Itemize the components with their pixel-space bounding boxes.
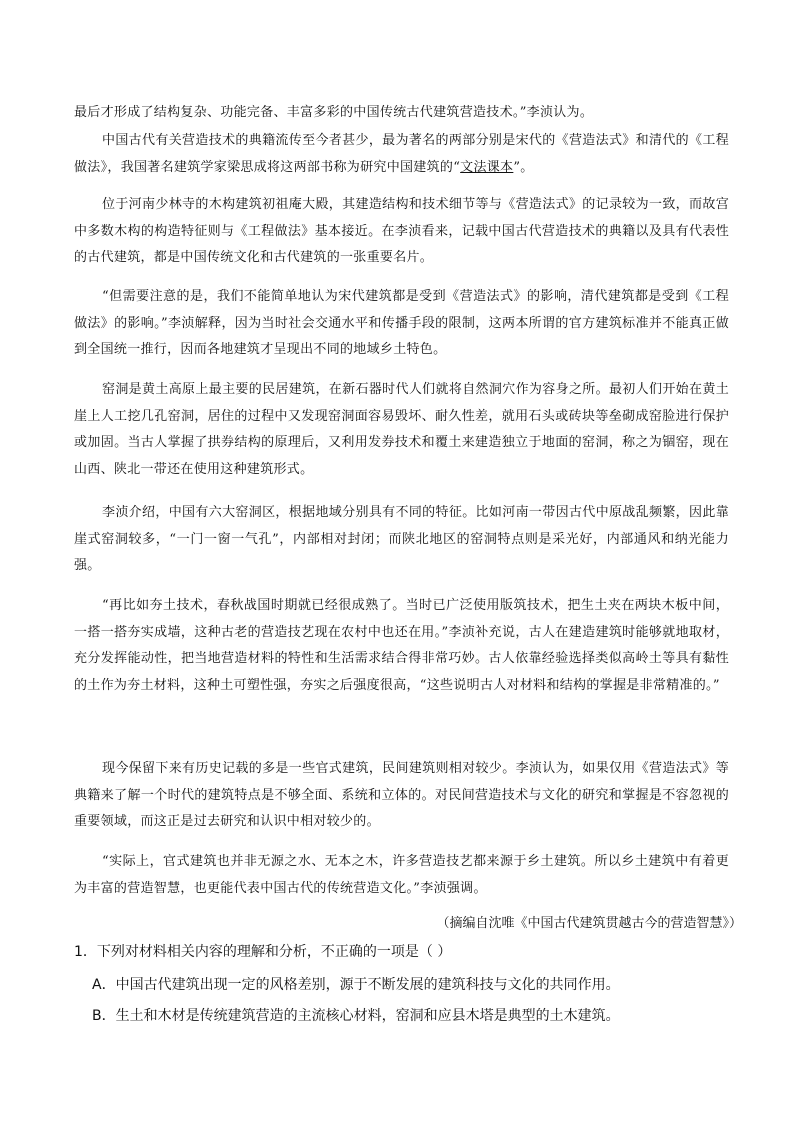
- underlined-term: 文法课本: [460, 159, 514, 175]
- paragraph-8: 现今保留下来有历史记载的多是一些官式建筑，民间建筑则相对较少。李浈认为，如果仅用《营造法式》等典籍来了解一个时代的建筑特点是不够全面、系统和立体的。对民间营造技术与文化的研究和掌握是不容忽视的重要领域，而这正是过去研究和认识中相对较少的。: [74, 761, 729, 829]
- paragraph-6: 李浈介绍，中国有六大窑洞区，根据地域分别具有不同的特征。比如河南一带因古代中原战乱频繁，因此靠崖式窑洞较多，“一门一窗一气孔”，内部相对封闭；而陕北地区的窑洞特点则是采光好，内部通风和纳光能力强。: [74, 505, 729, 573]
- paragraph-2: [74, 128, 729, 181]
- paragraph-5: 窑洞是黄土高原上最主要的民居建筑，在新石器时代人们就将自然洞穴作为容身之所。最初人们开始在黄土崖上人工挖几孔窑洞，居住的过程中又发现窑洞面容易毁坏、耐久性差，就用石头或砖块等垒砌成窑脸进行保护或加固。当古人掌握了拱券结构的原理后，又利用发券技术和覆土来建造独立于地面的窑洞，称之为锢窑，现在山西、陕北一带还在使用这种建筑形式。: [74, 382, 729, 477]
- source-citation: （摘编自沈唯《中国古代建筑贯越古今的营造智慧》）: [436, 916, 742, 931]
- paragraph-9: “实际上，官式建筑也并非无源之水、无本之木，许多营造技艺都来源于乡土建筑。所以乡土建筑中有着更为丰富的营造智慧，也更能代表中国古代的传统营造文化。”李浈强调。: [74, 854, 729, 896]
- question-stem: 1．下列对材料相关内容的理解和分析，不正确的一项是（ ）: [74, 944, 452, 960]
- option-a: A．中国古代建筑出现一定的风格差别，源于不断发展的建筑科技与文化的共同作用。: [92, 977, 620, 993]
- term-suffix: ”。: [513, 159, 534, 175]
- paragraph-3: 位于河南少林寺的木构建筑初祖庵大殿，其建造结构和技术细节等与《营造法式》的记录较为一致，而故宫中多数木构的构造特征则与《工程做法》基本接近。在李浈看来，记载中国古代营造技术的典籍以及具有代表性的古代建筑，都是中国传统文化和古代建筑的一张重要名片。: [74, 197, 729, 265]
- paragraph-7: “再比如夯土技术，春秋战国时期就已经很成熟了。当时已广泛使用版筑技术，把生土夹在两块木板中间，一搭一搭夯实成墙，这种古老的营造技艺现在农村中也还在用。”李浈补充说，古人在建造建筑时能够就地取材，充分发挥能动性，把当地营造材料的特性和生活需求结合得非常巧妙。古人依靠经验选择类似高岭土等具有黏性的土作为夯土材料，这种土可塑性强，夯实之后强度很高，“这些说明古人对材料和结构的掌握是非常精准的。”: [74, 598, 729, 693]
- option-b: B．生土和木材是传统建筑营造的主流核心材料，窑洞和应县木塔是典型的土木建筑。: [92, 1008, 620, 1024]
- paragraph-2-text: 中国古代有关营造技术的典籍流传至今者甚少，最为著名的两部分别是宋代的《营造法式》和清代的《工程做法》，我国著名建筑学家梁思成将这两部书称为研究中国建筑的“: [74, 133, 729, 175]
- paragraph-1: 最后才形成了结构复杂、功能完备、丰富多彩的中国传统古代建筑营造技术。”李浈认为。: [74, 105, 594, 120]
- paragraph-4: “但需要注意的是，我们不能简单地认为宋代建筑都是受到《营造法式》的影响，清代建筑都是受到《工程做法》的影响。”李浈解释，因为当时社会交通水平和传播手段的限制，这两本所谓的官方建筑标准并不能真正做到全国统一推行，因而各地建筑才呈现出不同的地域乡土特色。: [74, 289, 729, 357]
